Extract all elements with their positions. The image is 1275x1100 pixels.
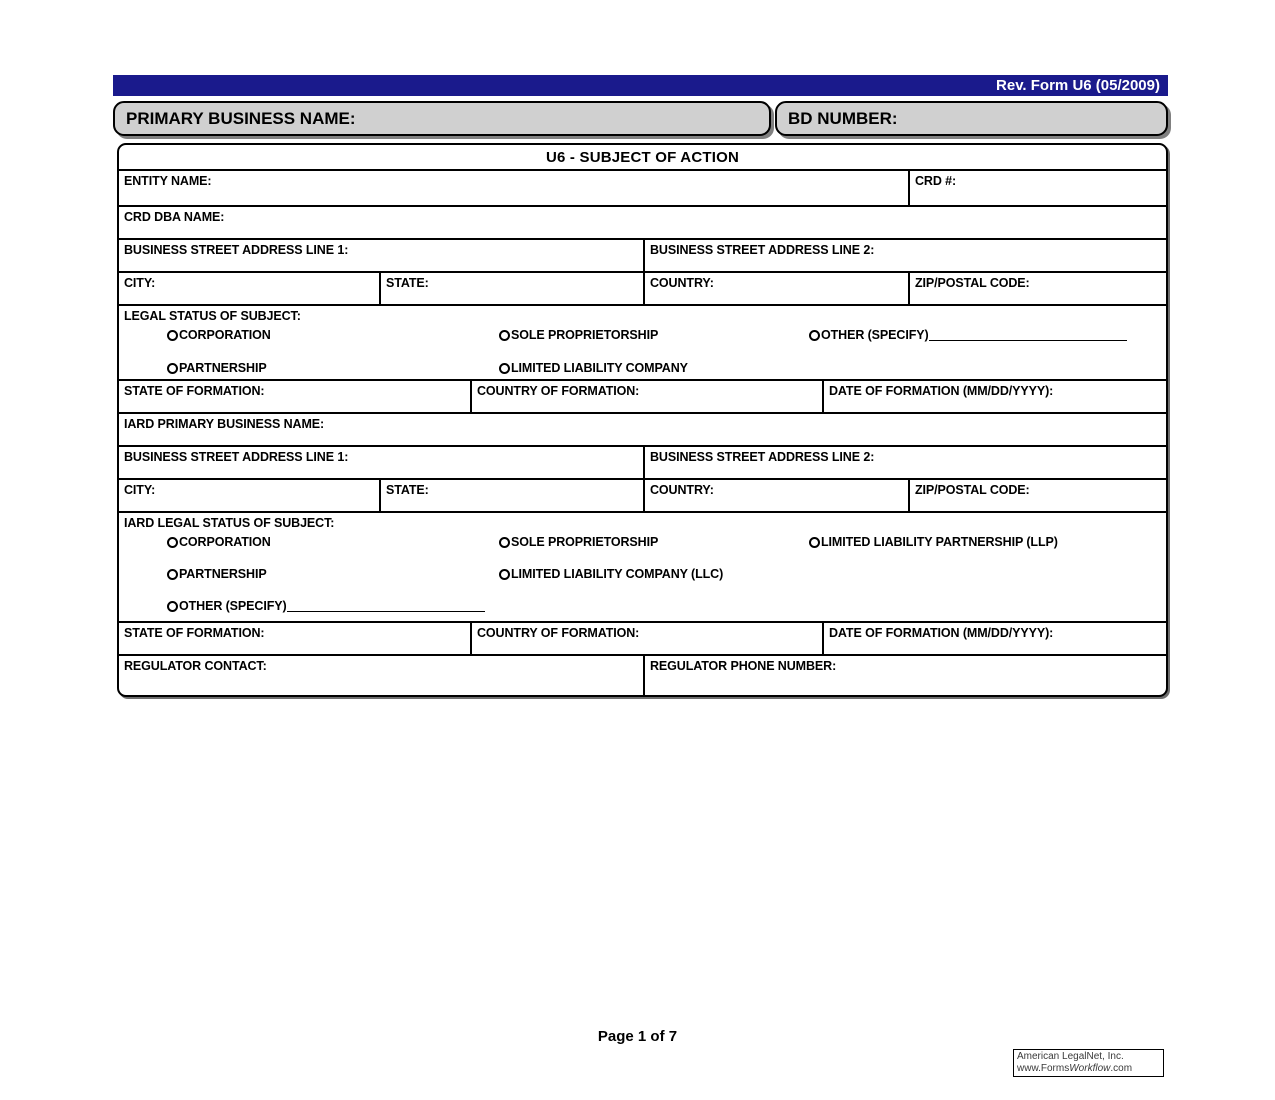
entity-name-cell[interactable] [119,171,908,205]
radio-circle-icon[interactable] [167,330,178,341]
business-street-address-line-1-label: BUSINESS STREET ADDRESS LINE 1: [124,450,349,464]
iard-business-street-address-line-2-cell[interactable] [643,447,1166,478]
country-of-formation-label: COUNTRY OF FORMATION: [477,384,640,398]
state-of-formation-label: STATE OF FORMATION: [124,626,265,640]
entity-name-row [119,171,1166,207]
iard-state-of-formation-cell[interactable] [119,623,470,654]
option-sole-proprietorship[interactable] [499,328,658,342]
option-label: OTHER (SPECIFY) [821,328,929,342]
city-cell[interactable] [119,273,379,304]
radio-circle-icon[interactable] [499,537,510,548]
iard-option-corporation[interactable] [167,535,271,549]
bd-number-label: BD NUMBER: [788,108,898,128]
radio-circle-icon[interactable] [167,537,178,548]
option-label: CORPORATION [179,535,271,549]
option-label: CORPORATION [179,328,271,342]
primary-business-name-box[interactable] [113,101,771,136]
iard-other-specify-input-line[interactable] [287,601,485,612]
iard-legal-status-row [119,513,1166,623]
radio-circle-icon[interactable] [499,330,510,341]
bd-number-box[interactable] [775,101,1168,136]
iard-option-partnership[interactable] [167,567,267,581]
crd-dba-name-row [119,207,1166,240]
country-cell[interactable] [643,273,908,304]
radio-circle-icon[interactable] [167,569,178,580]
other-specify-input-line[interactable] [929,330,1127,341]
zip-postal-code-label: ZIP/POSTAL CODE: [915,276,1030,290]
iard-date-of-formation-cell[interactable] [822,623,1166,654]
entity-name-label: ENTITY NAME: [124,174,212,188]
radio-circle-icon[interactable] [499,363,510,374]
city-state-country-zip-row-2 [119,480,1166,513]
primary-business-name-label: PRIMARY BUSINESS NAME: [126,108,356,128]
iard-option-limited-liability-partnership[interactable] [809,535,1058,549]
business-street-address-line-1-label: BUSINESS STREET ADDRESS LINE 1: [124,243,349,257]
iard-legal-status-of-subject-label: IARD LEGAL STATUS OF SUBJECT: [124,516,335,530]
state-of-formation-cell[interactable] [119,381,470,412]
zip-postal-code-label: ZIP/POSTAL CODE: [915,483,1030,497]
page-number: Page 1 of 7 [597,1028,678,1045]
radio-circle-icon[interactable] [809,330,820,341]
crd-number-cell[interactable] [908,171,1166,205]
option-corporation[interactable] [167,328,271,342]
option-label: PARTNERSHIP [179,361,267,375]
iard-legal-status-cell [119,513,1166,621]
country-label: COUNTRY: [650,276,714,290]
date-of-formation-label: DATE OF FORMATION (MM/DD/YYYY): [829,626,1054,640]
option-limited-liability-company[interactable] [499,361,688,375]
city-state-country-zip-row-1 [119,273,1166,306]
state-label: STATE: [386,483,429,497]
regulator-contact-label: REGULATOR CONTACT: [124,659,267,673]
regulator-phone-number-cell[interactable] [643,656,1166,695]
legalnet-website-prefix: www.Forms [1017,1062,1070,1074]
legal-status-of-subject-label: LEGAL STATUS OF SUBJECT: [124,309,301,323]
legalnet-website-suffix: .com [1110,1062,1133,1074]
date-of-formation-cell[interactable] [822,381,1166,412]
option-label: PARTNERSHIP [179,567,267,581]
legal-status-cell [119,306,1166,379]
formation-row-2 [119,623,1166,656]
country-of-formation-cell[interactable] [470,381,822,412]
formation-row-1 [119,381,1166,414]
business-street-address-line-1-cell[interactable] [119,240,643,271]
iard-zip-postal-code-cell[interactable] [908,480,1166,511]
option-label: LIMITED LIABILITY COMPANY (LLC) [511,567,724,581]
business-address-row-2 [119,447,1166,480]
regulator-row [119,656,1166,695]
business-street-address-line-2-label: BUSINESS STREET ADDRESS LINE 2: [650,243,875,257]
regulator-phone-number-label: REGULATOR PHONE NUMBER: [650,659,837,673]
crd-dba-name-cell[interactable] [119,207,1166,238]
state-cell[interactable] [379,273,643,304]
option-label: SOLE PROPRIETORSHIP [511,535,659,549]
subject-of-action-table [117,143,1168,697]
city-label: CITY: [124,483,156,497]
radio-circle-icon[interactable] [809,537,820,548]
iard-option-sole-proprietorship[interactable] [499,535,658,549]
iard-option-limited-liability-company[interactable] [499,567,723,581]
option-other-specify[interactable] [809,328,1127,342]
crd-number-label: CRD #: [915,174,957,188]
option-label: SOLE PROPRIETORSHIP [511,328,659,342]
iard-state-cell[interactable] [379,480,643,511]
legal-status-row [119,306,1166,381]
legalnet-badge [1013,1049,1164,1077]
revision-bar [113,75,1168,96]
country-of-formation-label: COUNTRY OF FORMATION: [477,626,640,640]
revision-label: Rev. Form U6 (05/2009) [996,77,1160,94]
crd-dba-name-label: CRD DBA NAME: [124,210,225,224]
section-title-row [119,145,1166,171]
legalnet-company: American LegalNet, Inc. [1017,1051,1124,1062]
iard-option-other-specify[interactable] [167,599,485,613]
state-of-formation-label: STATE OF FORMATION: [124,384,265,398]
state-label: STATE: [386,276,429,290]
option-label: LIMITED LIABILITY PARTNERSHIP (LLP) [821,535,1058,549]
business-address-row-1 [119,240,1166,273]
zip-postal-code-cell[interactable] [908,273,1166,304]
section-title: U6 - SUBJECT OF ACTION [545,148,740,166]
iard-business-street-address-line-1-cell[interactable] [119,447,643,478]
date-of-formation-label: DATE OF FORMATION (MM/DD/YYYY): [829,384,1054,398]
iard-city-cell[interactable] [119,480,379,511]
iard-primary-business-name-label: IARD PRIMARY BUSINESS NAME: [124,417,325,431]
radio-circle-icon[interactable] [167,363,178,374]
option-label: LIMITED LIABILITY COMPANY [511,361,688,375]
business-street-address-line-2-label: BUSINESS STREET ADDRESS LINE 2: [650,450,875,464]
radio-circle-icon[interactable] [499,569,510,580]
iard-primary-business-name-cell[interactable] [119,414,1166,445]
iard-country-of-formation-cell[interactable] [470,623,822,654]
regulator-contact-cell[interactable] [119,656,643,695]
legalnet-website-workflow: Workflow [1069,1062,1111,1074]
radio-circle-icon[interactable] [167,601,178,612]
option-label: OTHER (SPECIFY) [179,599,287,613]
iard-country-cell[interactable] [643,480,908,511]
legalnet-website [1017,1063,1160,1075]
city-label: CITY: [124,276,156,290]
business-street-address-line-2-cell[interactable] [643,240,1166,271]
country-label: COUNTRY: [650,483,714,497]
iard-primary-business-name-row [119,414,1166,447]
option-partnership[interactable] [167,361,267,375]
